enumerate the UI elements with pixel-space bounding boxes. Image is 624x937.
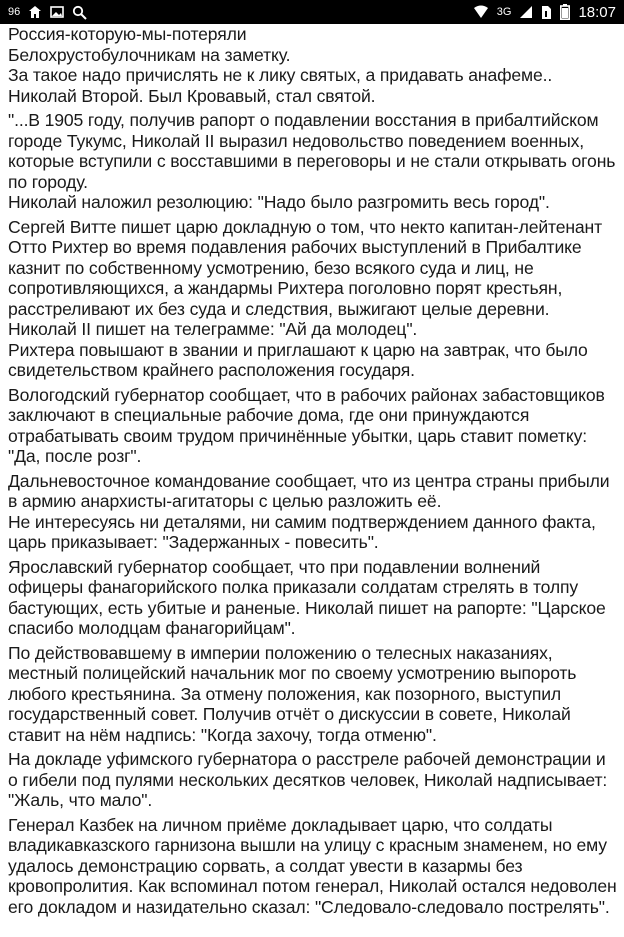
status-bar [0,0,624,24]
status-bar-left [8,5,87,20]
paragraph-tukums [8,110,618,213]
search-icon [72,5,87,20]
paragraph-kazbek [8,815,618,918]
article-body [0,24,624,917]
text-line: Николай наложил резолюцию: "Надо было разгромить весь город". [8,192,550,212]
battery-icon [560,4,570,20]
text-line: Не интересуясь ни деталями, ни самим подтверждением данного факта, царь приказывает: "Задержанных - повесить". [8,511,596,552]
notification-count: 96 [8,6,21,18]
paragraph-witte [8,217,618,381]
wifi-icon [473,5,489,19]
status-bar-right [473,4,616,21]
text-line: Россия-которую-мы-потеряли [8,24,247,44]
text-line: "...В 1905 году, получив рапорт о подавлении восстания в прибалтийском городе Тукумс, Николай II выразил недовольство поведением военных, которые вступили с восставшими в переговоры и не стали открывать огонь по городу. [8,110,616,192]
text-line: Ярославский губернатор сообщает, что при подавлении волнений офицеры фанагорийского полка приказали солдатам стрелять в толпу бастующих, есть убитые и раненые. Николай пишет на рапорте: "Царское спасибо молодцам фанагорийцам". [8,556,606,638]
network-type: 3G [496,6,512,18]
paragraph-yaroslavl [8,557,618,639]
paragraph-vologda [8,385,618,467]
text-line: По действовавшему в империи положению о телесных наказаниях, местный полицейский начальник мог по своему усмотрению выпороть любого крестьянина. За отмену положения, как позорного, выступил государственный совет. Получив отчёт о дискуссии в совете, Николай ставит на нём надпись: "Когда захочу, тогда отменю". [8,642,577,745]
text-line: За такое надо причислять не к лику святых, а придавать анафеме.. [8,65,553,85]
text-line: На докладе уфимского губернатора о расстреле рабочей демонстрации и о гибели под пулями нескольких десятков человек, Николай надписывает: "Жаль, что мало". [8,749,608,810]
paragraph-corporal-punishment [8,643,618,746]
paragraph-far-east [8,471,618,553]
text-line: Сергей Витте пишет царю докладную о том, что некто капитан-лейтенант Отто Рихтер во время подавления рабочих выступлений в Прибалтике казнит по собственному усмотрению, безо всякого суда и лиц, не сопротивляющихся, а жандармы Рихтера поголовно порят крестьян, расстреливают их без суда и следствия, выжигают целые деревни. [8,216,603,319]
house-icon [28,5,42,19]
sim1-icon [541,5,552,20]
text-line: Вологодский губернатор сообщает, что в рабочих районах забастовщиков заключают в специальные рабочие дома, где они принуждаются отрабатывать своим трудом причинённые убытки, царь ставит пометку: "Да, после розг". [8,384,605,466]
text-line: Рихтера повышают в звании и приглашают к царю на завтрак, что было свидетельством крайнего расположения государя. [8,339,588,380]
text-line: Николай II пишет на телеграмме: "Ай да молодец". [8,319,418,339]
paragraph-intro [8,24,618,106]
signal-icon [519,5,533,19]
image-icon [50,5,64,19]
text-line: Дальневосточное командование сообщает, что из центра страны прибыли в армию анархисты-агитаторы с целью разложить её. [8,470,610,511]
text-line: Белохрустобулочникам на заметку. [8,44,291,65]
text-line: Николай Второй. Был Кровавый, стал святой. [8,85,376,106]
text-line: Генерал Казбек на личном приёме докладывает царю, что солдаты владикавказского гарнизона вышли на улицу с красным знаменем, но ему удалось демонстрацию сорвать, а солдат увести в казармы без кровопролития. Как вспоминал потом генерал, Николай остался недоволен его докладом и назидательно сказал: "Следовало-следовало пострелять". [8,814,617,917]
clock-time: 18:07 [578,3,616,21]
paragraph-ufa [8,749,618,811]
